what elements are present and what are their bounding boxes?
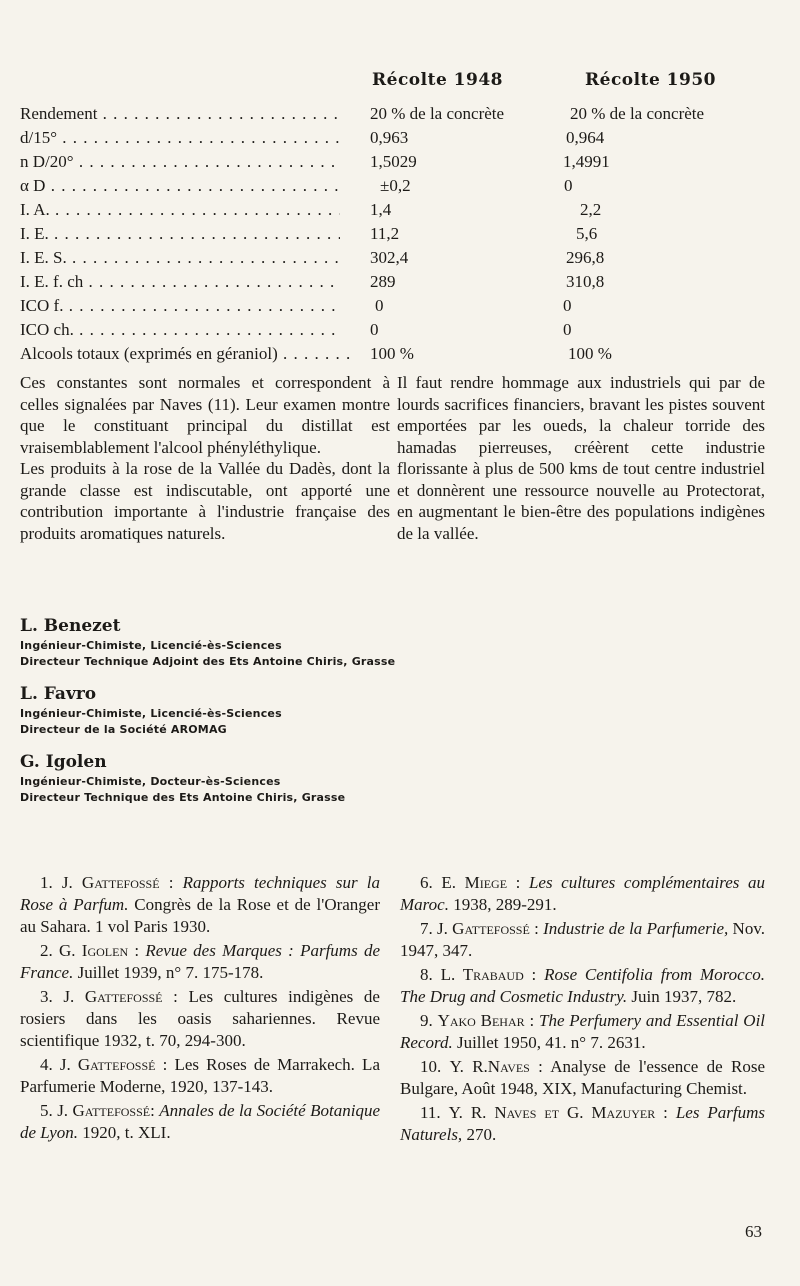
value-1950: 296,8 [566, 248, 605, 267]
author-position: Directeur de la Société AROMAG [20, 723, 227, 736]
references-left [20, 872, 380, 1146]
reference-author: Y. R.Naves [449, 1057, 530, 1076]
value-1948: 0 [375, 296, 384, 315]
reference-separator: : [529, 1057, 551, 1076]
reference-separator: : [523, 965, 545, 984]
reference-number: 1. [40, 873, 53, 892]
reference-details: Juillet 1950, 41. n° 7. 2631. [452, 1033, 646, 1052]
table-row [0, 198, 800, 222]
reference-separator: : [507, 873, 529, 892]
row-label: d/15° . . . [20, 126, 340, 150]
page-number: 63 [745, 1222, 762, 1241]
row-label: α D . . . [20, 174, 340, 198]
author-entry [20, 614, 780, 670]
table-row [0, 270, 800, 294]
value-1950: 5,6 [576, 224, 598, 243]
reference-item [20, 940, 380, 984]
reference-title: Annales de la Société Botanique de Lyon. [20, 1101, 380, 1142]
table-row [0, 126, 800, 150]
reference-separator: : [150, 1101, 160, 1120]
author-entry [20, 750, 780, 806]
row-label: I. E. . . . [20, 222, 340, 246]
author-name: G. Igolen [20, 752, 107, 772]
reference-separator: : [159, 873, 183, 892]
reference-title: Les cultures complémentaires au Maroc. [400, 873, 765, 914]
author-position: Directeur Technique des Ets Antoine Chiris, Grasse [20, 791, 346, 804]
value-1950: 100 % [568, 344, 612, 363]
reference-details: 1920, t. XLI. [78, 1123, 171, 1142]
paragraph: Ces constantes sont normales et correspondent à celles signalées par Naves (11). Leur examen montre que le constituant principal du distillat est vraisemblablement l'alcool phényléthylique. [20, 373, 390, 457]
value-1950: 0 [563, 296, 572, 315]
reference-item [400, 1010, 765, 1054]
author-entry [20, 682, 780, 738]
column-header-1948: Récolte 1948 [372, 70, 503, 90]
reference-number: 10. [420, 1057, 442, 1076]
reference-title: Revue des Marques : Parfums de France. [20, 941, 380, 982]
value-1950: 0,964 [566, 128, 605, 147]
author-position: Directeur Technique Adjoint des Ets Antoine Chiris, Grasse [20, 655, 396, 668]
reference-title: Rose Centifolia from Morocco. The Drug and Cosmetic Industry. [400, 965, 765, 1006]
table-header [0, 70, 800, 94]
column-header-1950: Récolte 1950 [585, 70, 716, 90]
reference-separator: : [524, 1011, 539, 1030]
reference-details: Analyse de l'essence de Rose Bulgare, Août 1948, XIX, Manufacturing Chemist. [400, 1057, 765, 1098]
reference-details: 270. [462, 1125, 497, 1144]
value-1948: 100 % [370, 344, 414, 363]
value-1948: 289 [370, 272, 396, 291]
reference-item [20, 1054, 380, 1098]
reference-title: Rapports techniques sur la Rose à Parfum. [20, 873, 380, 914]
value-1948: 1,5029 [370, 152, 417, 171]
reference-title: Les Parfums Naturels, [400, 1103, 765, 1144]
value-1948: 0 [370, 320, 379, 339]
reference-author: J. Gattefossé [57, 1101, 151, 1120]
reference-separator: : [162, 987, 189, 1006]
reference-separator: : [529, 919, 544, 938]
value-1948: 11,2 [370, 224, 400, 243]
reference-author: G. Igolen [59, 941, 129, 960]
author-title: Ingénieur-Chimiste, Licencié-ès-Sciences [20, 707, 282, 720]
reference-item [20, 986, 380, 1052]
reference-number: 11. [420, 1103, 441, 1122]
reference-item [400, 1056, 765, 1100]
value-1948: 302,4 [370, 248, 409, 267]
row-label: I. E. f. ch . . . [20, 270, 340, 294]
table-row [0, 222, 800, 246]
table-row [0, 318, 800, 342]
value-1948: ±0,2 [380, 176, 411, 195]
reference-item [400, 1102, 765, 1146]
reference-number: 9. [420, 1011, 433, 1030]
reference-number: 6. [420, 873, 433, 892]
value-1948: 0,963 [370, 128, 409, 147]
paragraph: Il faut rendre hommage aux industriels qui par de lourds sacrifices financiers, bravant les pistes souvent emportées par les oueds, la chaleur torride des hamadas pierreuses, créèrent cette industrie florissante à plus de 500 kms de tout centre industriel et donnèrent une ressource nouvelle au Protectorat, en augmentant le bien-être des populations indigènes de la vallée. [397, 373, 765, 543]
table-row [0, 294, 800, 318]
reference-separator: : [655, 1103, 676, 1122]
reference-item [20, 1100, 380, 1144]
reference-number: 8. [420, 965, 433, 984]
author-title: Ingénieur-Chimiste, Docteur-ès-Sciences [20, 775, 281, 788]
reference-author: E. Miege [441, 873, 508, 892]
reference-details: Les Roses de Marrakech. La Parfumerie Moderne, 1920, 137-143. [20, 1055, 380, 1096]
reference-item [400, 872, 765, 916]
reference-item [400, 918, 765, 962]
value-1950: 2,2 [580, 200, 602, 219]
reference-author: J. Gattefossé [437, 919, 530, 938]
value-1950: 20 % de la concrète [570, 104, 705, 123]
reference-number: 5. [40, 1101, 53, 1120]
row-label: I. A. . . . [20, 198, 340, 222]
value-1950: 0 [564, 176, 573, 195]
reference-item [20, 872, 380, 938]
reference-details: 1938, 289-291. [448, 895, 557, 914]
table-row [0, 150, 800, 174]
row-label: ICO f. . . . [20, 294, 340, 318]
right-column [397, 372, 765, 544]
row-label: Rendement . . . [20, 102, 340, 126]
row-label: n D/20° . . . [20, 150, 340, 174]
value-1948: 1,4 [370, 200, 392, 219]
reference-title: Industrie de la Parfumerie, [543, 919, 729, 938]
reference-number: 3. [40, 987, 53, 1006]
reference-separator: : [155, 1055, 175, 1074]
reference-author: J. Gattefossé [61, 873, 160, 892]
reference-author: J. Gattefossé [63, 987, 163, 1006]
author-name: L. Favro [20, 684, 97, 704]
reference-number: 4. [40, 1055, 53, 1074]
table-row [0, 246, 800, 270]
value-1950: 310,8 [566, 272, 605, 291]
references-right [400, 872, 765, 1148]
table-row [0, 174, 800, 198]
reference-author: Y. R. Naves et G. Mazuyer [448, 1103, 656, 1122]
table-row [0, 342, 800, 366]
reference-author: L. Trabaud [440, 965, 524, 984]
row-label: I. E. S. . . . [20, 246, 340, 270]
reference-title: The Perfumery and Essential Oil Record. [400, 1011, 766, 1052]
table-row [0, 102, 800, 126]
reference-details: Juillet 1939, n° 7. 175-178. [73, 963, 264, 982]
reference-number: 7. [420, 919, 433, 938]
paragraph: Les produits à la rose de la Vallée du Dadès, dont la grande classe est indiscutable, ont apporté une contribution importante à l'industrie française des produits aromatiques naturels. [20, 459, 390, 543]
author-title: Ingénieur-Chimiste, Licencié-ès-Sciences [20, 639, 282, 652]
row-label: Alcools totaux (exprimés en géraniol) . . . [20, 342, 350, 366]
reference-author: J. Gattefossé [59, 1055, 156, 1074]
value-1950: 0 [563, 320, 572, 339]
left-column [20, 372, 390, 544]
reference-details: Nov. 1947, 347. [400, 919, 765, 960]
author-name: L. Benezet [20, 616, 121, 636]
reference-item [400, 964, 765, 1008]
reference-details: Les cultures indigènes de rosiers dans les oasis sahariennes. Revue scientifique 1932, t. 70, 294-300. [20, 987, 380, 1050]
reference-author: Yako Behar [437, 1011, 525, 1030]
reference-separator: : [128, 941, 146, 960]
authors-block [20, 614, 780, 818]
reference-details: Congrès de la Rose et de l'Oranger au Sahara. 1 vol Paris 1930. [20, 895, 381, 936]
value-1948: 20 % de la concrète [370, 104, 505, 123]
value-1950: 1,4991 [563, 152, 610, 171]
row-label: ICO ch. . . . [20, 318, 340, 342]
reference-details: Juin 1937, 782. [627, 987, 737, 1006]
reference-number: 2. [40, 941, 53, 960]
